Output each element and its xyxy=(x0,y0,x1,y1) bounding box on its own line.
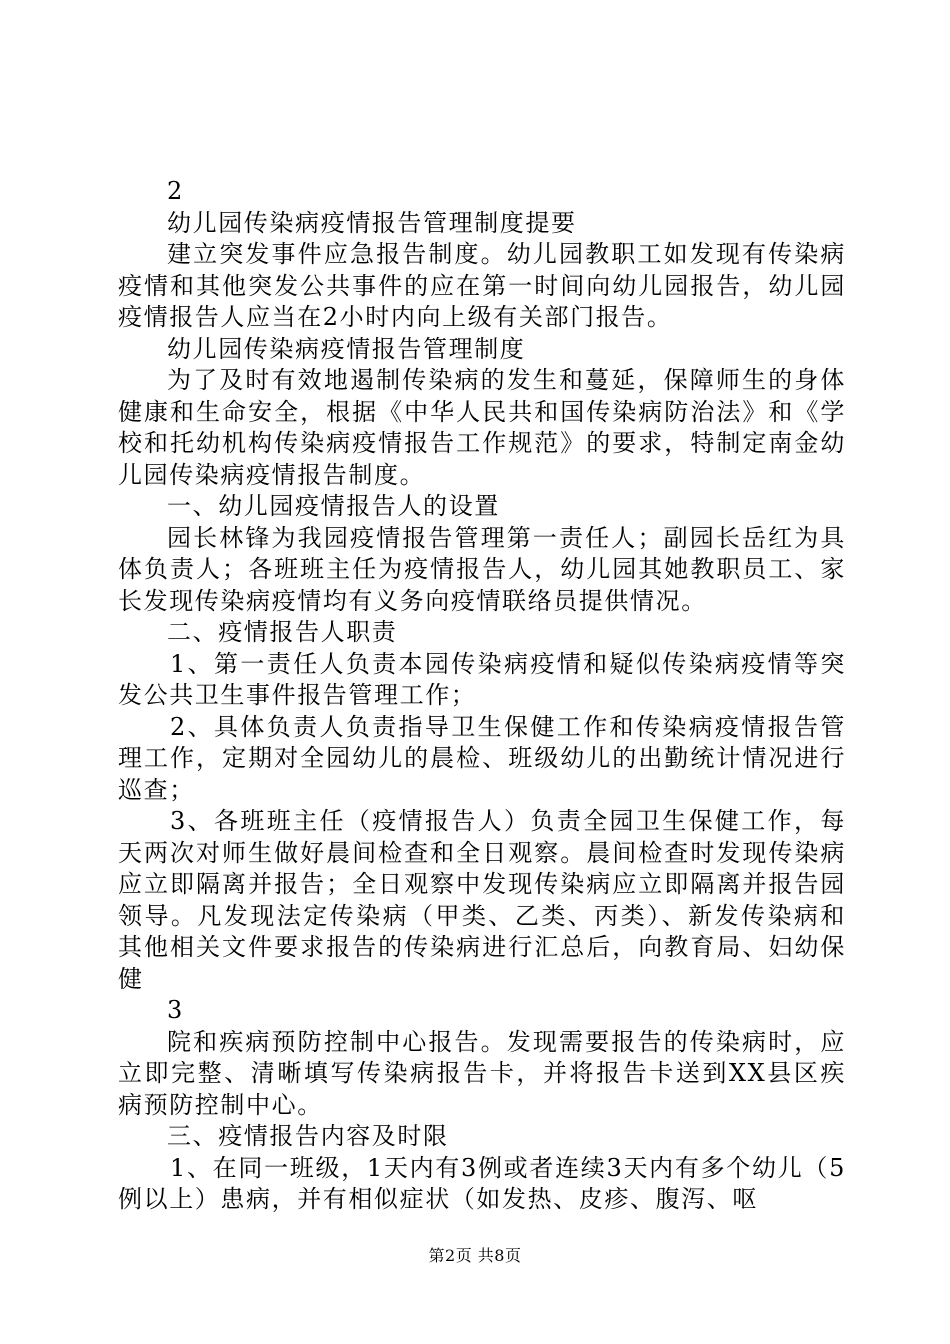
page-number-marker: 3 xyxy=(167,996,184,1024)
section-heading-2: 二、疫情报告人职责 xyxy=(167,618,398,646)
duty-item-1: 1、第一责任人负责本园传染病疫情和疑似传染病疫情等突发公共卫生事件报告管理工作； xyxy=(118,649,846,709)
section-heading-3: 三、疫情报告内容及时限 xyxy=(167,1122,449,1150)
section-heading-1: 一、幼儿园疫情报告人的设置 xyxy=(167,492,500,520)
document-body xyxy=(118,176,846,1216)
intro-paragraph: 为了及时有效地遏制传染病的发生和蔓延，保障师生的身体健康和生命安全，根据《中华人民共和国传染病防治法》和《学校和托幼机构传染病疫情报告工作规范》的要求，特制定南金幼儿园传染病疫情报告制度。 xyxy=(118,366,846,489)
duty-item-2: 2、具体负责人负责指导卫生保健工作和传染病疫情报告管理工作，定期对全园幼儿的晨检、班级幼儿的出勤统计情况进行巡查； xyxy=(118,712,846,804)
document-title: 幼儿园传染病疫情报告管理制度 xyxy=(167,334,526,363)
page-number-marker: 2 xyxy=(167,177,184,205)
continuation-paragraph: 院和疾病预防控制中心报告。发现需要报告的传染病时，应立即完整、清晰填写传染病报告卡，并将报告卡送到XX县区疾病预防控制中心。 xyxy=(118,1027,846,1119)
report-item-1: 1、在同一班级，1天内有3例或者连续3天内有多个幼儿（5例以上）患病，并有相似症状（如发热、皮疹、腹泻、呕 xyxy=(118,1153,846,1213)
summary-title: 幼儿园传染病疫情报告管理制度提要 xyxy=(167,208,577,237)
page-footer: 第2页 共8页 xyxy=(428,1246,522,1265)
duty-item-3: 3、各班班主任（疫情报告人）负责全园卫生保健工作，每天两次对师生做好晨间检查和全日观察。晨间检查时发现传染病应立即隔离并报告；全日观察中发现传染病应立即隔离并报告园领导。凡发现法定传染病（甲类、乙类、丙类）、新发传染病和其他相关文件要求报告的传染病进行汇总后，向教育局、妇幼保健 xyxy=(118,807,846,993)
section-1-paragraph: 园长林锋为我园疫情报告管理第一责任人；副园长岳红为具体负责人；各班班主任为疫情报告人，幼儿园其她教职员工、家长发现传染病疫情均有义务向疫情联络员提供情况。 xyxy=(118,523,846,615)
summary-paragraph: 建立突发事件应急报告制度。幼儿园教职工如发现有传染病疫情和其他突发公共事件的应在第一时间向幼儿园报告，幼儿园疫情报告人应当在2小时内向上级有关部门报告。 xyxy=(118,240,846,331)
